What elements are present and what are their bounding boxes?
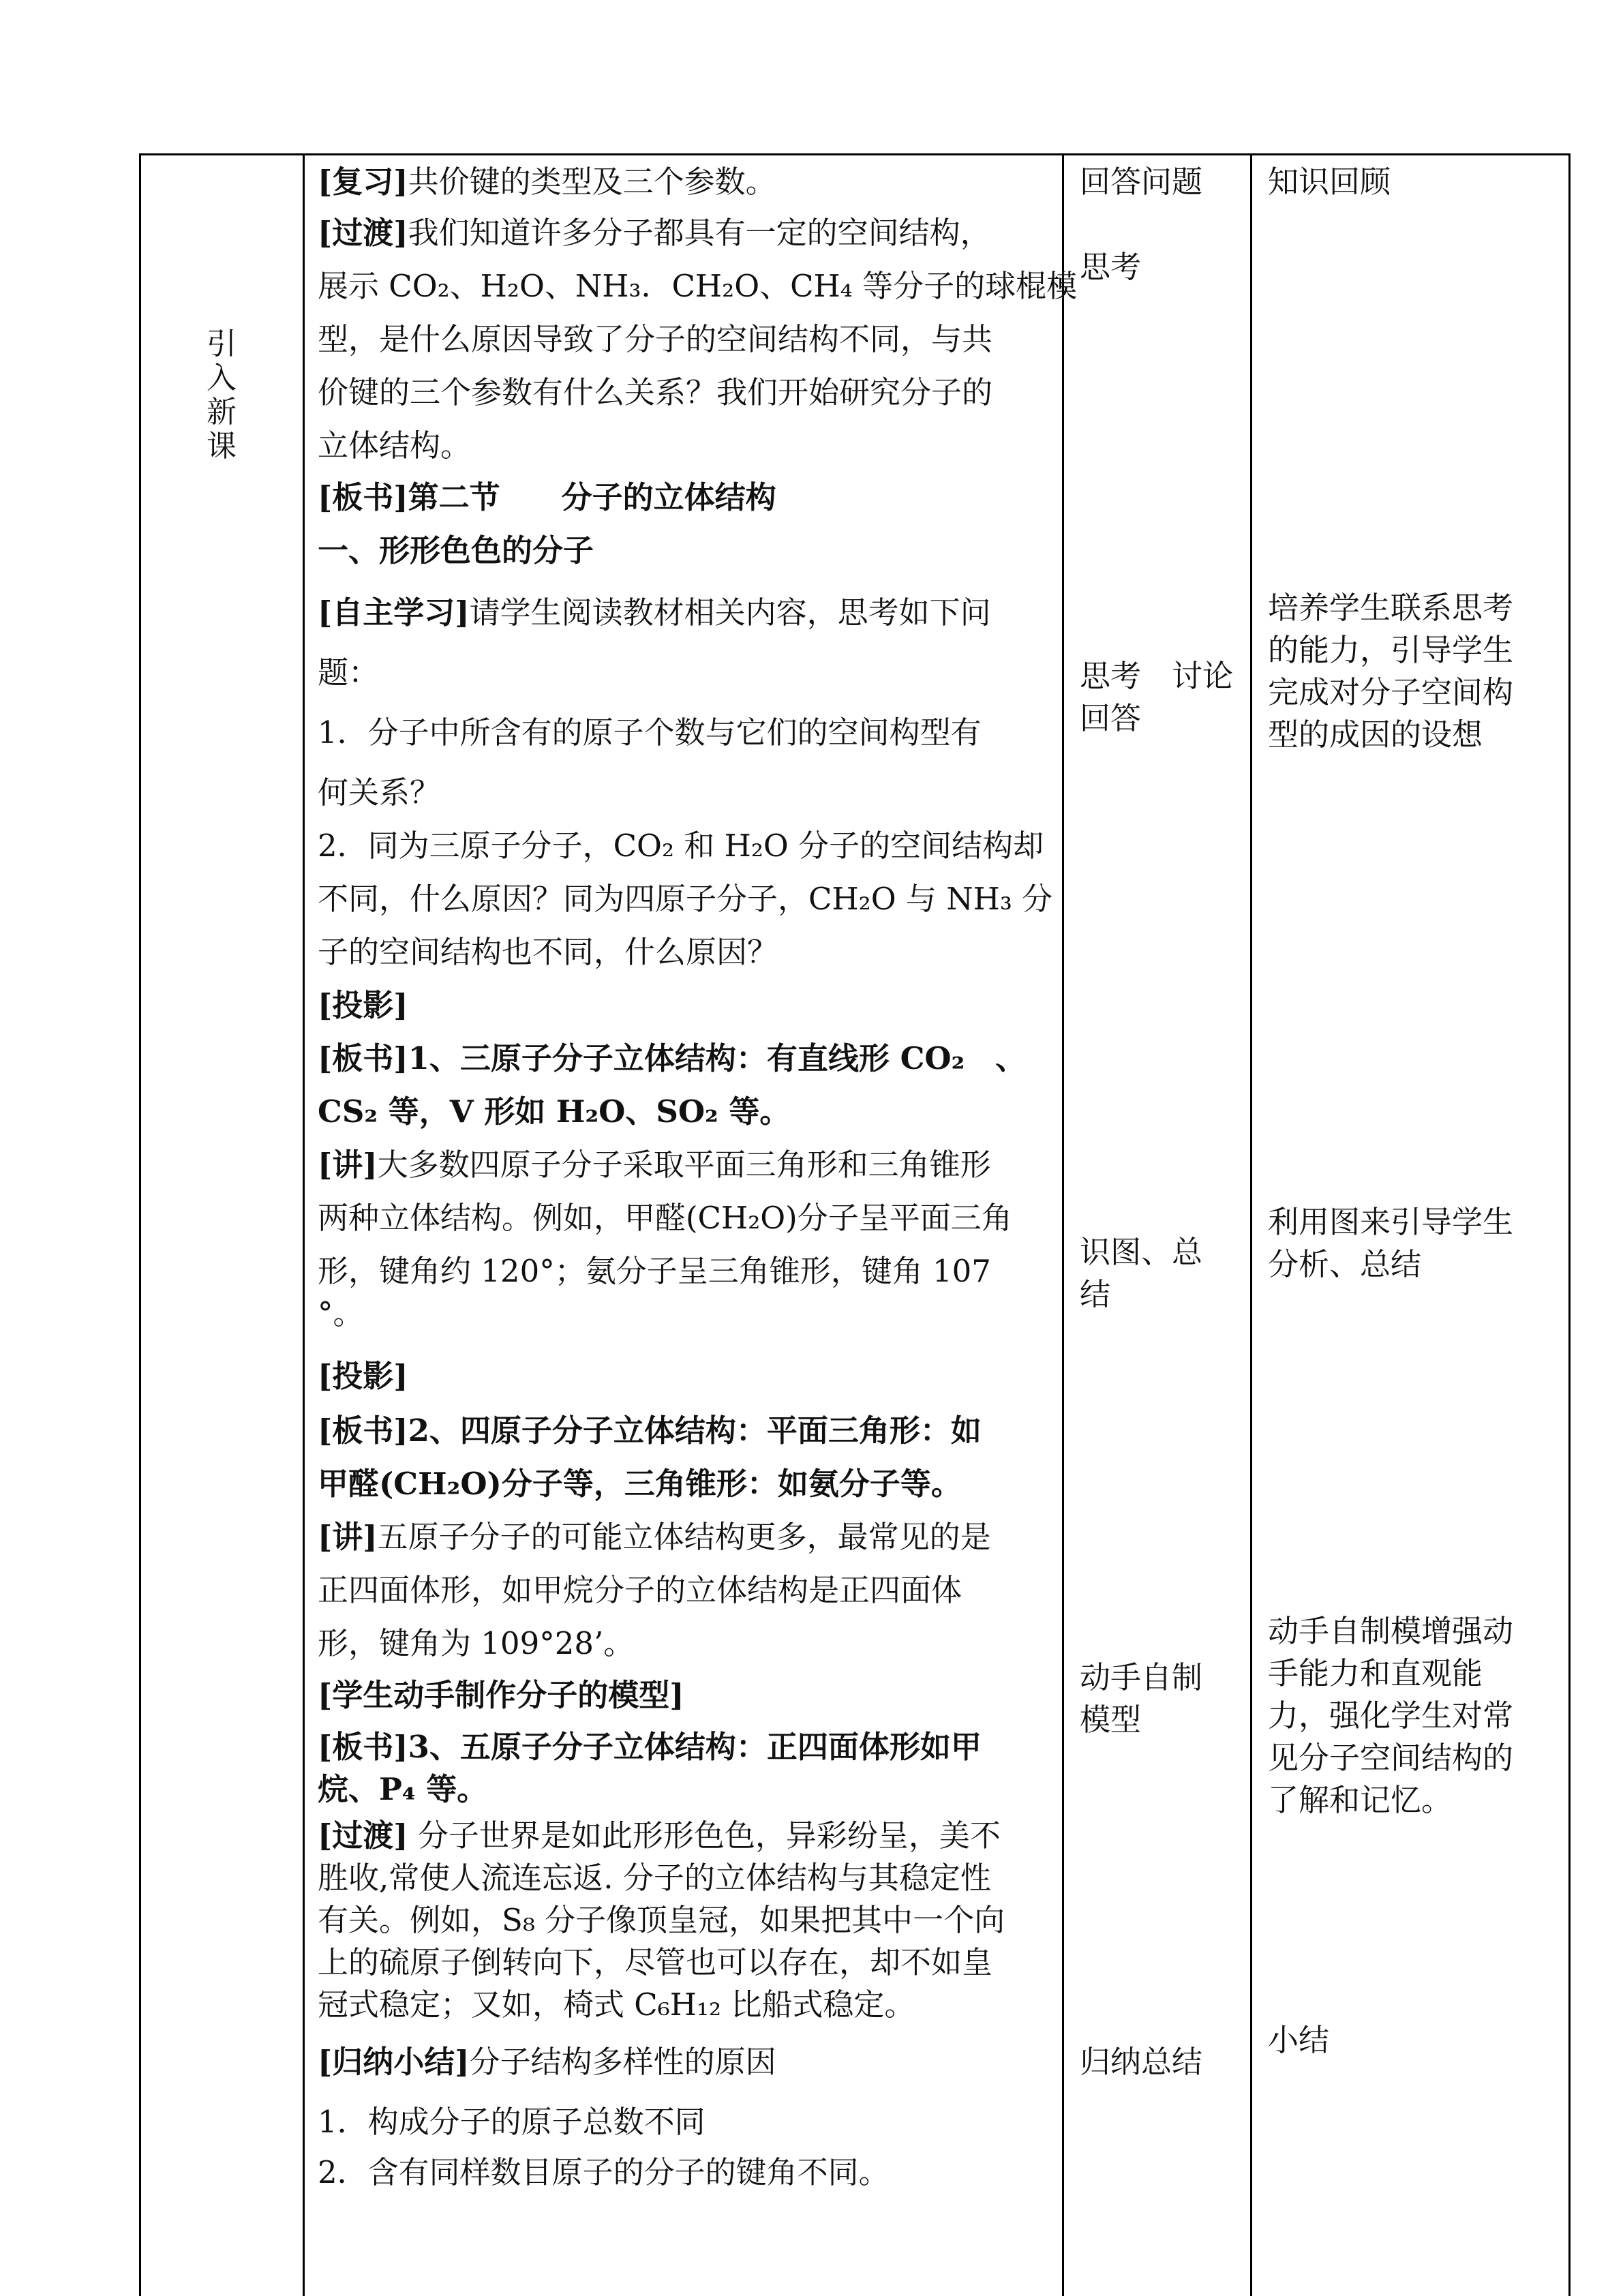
intent-thinking-line-1: 培养学生联系思考: [1268, 590, 1514, 626]
board-4-line-2: 烷、P₄ 等。: [318, 1771, 488, 1807]
intent-review: 知识回顾: [1268, 164, 1391, 200]
activity-model-line-2: 模型: [1080, 1702, 1142, 1738]
activity-answer: 回答问题: [1080, 164, 1203, 200]
intent-thinking-line-2: 的能力，引导学生: [1268, 632, 1514, 668]
activity-model-line-1: 动手自制: [1080, 1659, 1203, 1695]
lecture-1-line-3: 形，键角约 120°；氨分子呈三角锥形，键角 107: [318, 1253, 991, 1289]
transition-2-line-2: 胜收,常使人流连忘返. 分子的立体结构与其稳定性: [318, 1860, 991, 1896]
student-activity-model: [学生动手制作分子的模型]: [318, 1677, 684, 1713]
transition-line-2: 展示 CO₂、H₂O、NH₃．CH₂O、CH₄ 等分子的球棍模: [318, 268, 1078, 304]
table-top-border: [139, 153, 1571, 155]
transition-2-line-5: 冠式稳定；又如，椅式 C₆H₁₂ 比船式稳定。: [318, 1987, 915, 2023]
lecture-1-line-1: [讲]大多数四原子分子采取平面三角形和三角锥形: [318, 1147, 991, 1183]
activity-summarize: 归纳总结: [1080, 2044, 1203, 2080]
question-2-line-3: 子的空间结构也不同，什么原因？: [318, 934, 778, 970]
intent-model-line-3: 力，强化学生对常: [1268, 1697, 1514, 1734]
projection-2: [投影]: [318, 1358, 408, 1394]
heading-molecules: 一、形形色色的分子: [318, 532, 594, 569]
board-section-title: [板书]第二节 分子的立体结构: [318, 479, 776, 515]
intent-thinking-line-3: 完成对分子空间构: [1268, 674, 1514, 710]
intent-model-line-4: 见分子空间结构的: [1268, 1740, 1514, 1776]
selfstudy-line-1: [自主学习]请学生阅读教材相关内容，思考如下问: [318, 594, 991, 631]
summary-point-1: 1．构成分子的原子总数不同: [318, 2104, 706, 2140]
activity-discuss-line-1: 思考 讨论: [1080, 658, 1234, 694]
lecture-1-line-4: °。: [318, 1295, 364, 1331]
activity-read-figure-line-2: 结: [1080, 1276, 1111, 1312]
section-label-text: 引入新课: [207, 327, 237, 464]
lecture-2-line-2: 正四面体形，如甲烷分子的立体结构是正四面体: [318, 1572, 962, 1608]
column-divider-1: [303, 153, 305, 2296]
transition-2-line-4: 上的硫原子倒转向下，尽管也可以存在，却不如皇: [318, 1944, 993, 1980]
selfstudy-line-2: 题：: [318, 654, 380, 691]
transition-line-5: 立体结构。: [318, 427, 472, 464]
board-2-line-2: CS₂ 等，V 形如 H₂O、SO₂ 等。: [318, 1093, 791, 1130]
board-3-line-1: [板书]2、四原子分子立体结构：平面三角形：如: [318, 1413, 982, 1449]
board-4-line-1: [板书]3、五原子分子立体结构：正四面体形如甲: [318, 1729, 982, 1765]
intent-thinking-line-4: 型的成因的设想: [1268, 716, 1483, 753]
question-1-line-2: 何关系？: [318, 774, 441, 811]
projection-1: [投影]: [318, 987, 408, 1023]
lecture-2-line-1: [讲]五原子分子的可能立体结构更多，最常见的是: [318, 1519, 991, 1555]
lecture-1-line-2: 两种立体结构。例如，甲醛(CH₂O)分子呈平面三角: [318, 1200, 1012, 1236]
intent-figure-line-2: 分析、总结: [1268, 1246, 1422, 1282]
review-line: [复习]共价键的类型及三个参数。: [318, 164, 776, 200]
question-2-line-2: 不同，什么原因？同为四原子分子，CH₂O 与 NH₃ 分: [318, 881, 1053, 917]
section-label: [143, 327, 300, 464]
transition-line-3: 型，是什么原因导致了分子的空间结构不同，与共: [318, 321, 993, 357]
intent-model-line-1: 动手自制模增强动: [1268, 1613, 1514, 1649]
intent-summary: 小结: [1268, 2022, 1330, 2058]
summary-point-2: 2．含有同样数目原子的分子的键角不同。: [318, 2154, 890, 2190]
intent-model-line-5: 了解和记忆。: [1268, 1782, 1453, 1818]
board-3-line-2: 甲醛(CH₂O)分子等，三角锥形：如氨分子等。: [318, 1466, 962, 1502]
lecture-2-line-3: 形，键角为 109°28’。: [318, 1625, 635, 1661]
activity-discuss-line-2: 回答: [1080, 700, 1142, 736]
activity-think: 思考: [1080, 249, 1142, 285]
question-2-line-1: 2．同为三原子分子，CO₂ 和 H₂O 分子的空间结构却: [318, 828, 1044, 864]
intent-figure-line-1: 利用图来引导学生: [1268, 1204, 1514, 1240]
transition-line-4: 价键的三个参数有什么关系？我们开始研究分子的: [318, 374, 993, 410]
activity-read-figure-line-1: 识图、总: [1080, 1234, 1203, 1270]
transition-2-line-1: [过渡] 分子世界是如此形形色色，异彩纷呈，美不: [318, 1817, 1001, 1854]
board-2-line-1: [板书]1、三原子分子立体结构：有直线形 CO₂ 、: [318, 1040, 1027, 1076]
transition-line-1: [过渡]我们知道许多分子都具有一定的空间结构，: [318, 215, 991, 251]
table-right-border: [1568, 153, 1571, 2296]
table-left-border: [139, 153, 141, 2296]
question-1-line-1: 1．分子中所含有的原子个数与它们的空间构型有: [318, 714, 982, 751]
column-divider-3: [1250, 153, 1252, 2296]
intent-model-line-2: 手能力和直观能: [1268, 1655, 1483, 1691]
summary-line: [归纳小结]分子结构多样性的原因: [318, 2044, 776, 2080]
transition-2-line-3: 有关。例如，S₈ 分子像顶皇冠，如果把其中一个向: [318, 1902, 1005, 1938]
column-divider-2: [1062, 153, 1064, 2296]
